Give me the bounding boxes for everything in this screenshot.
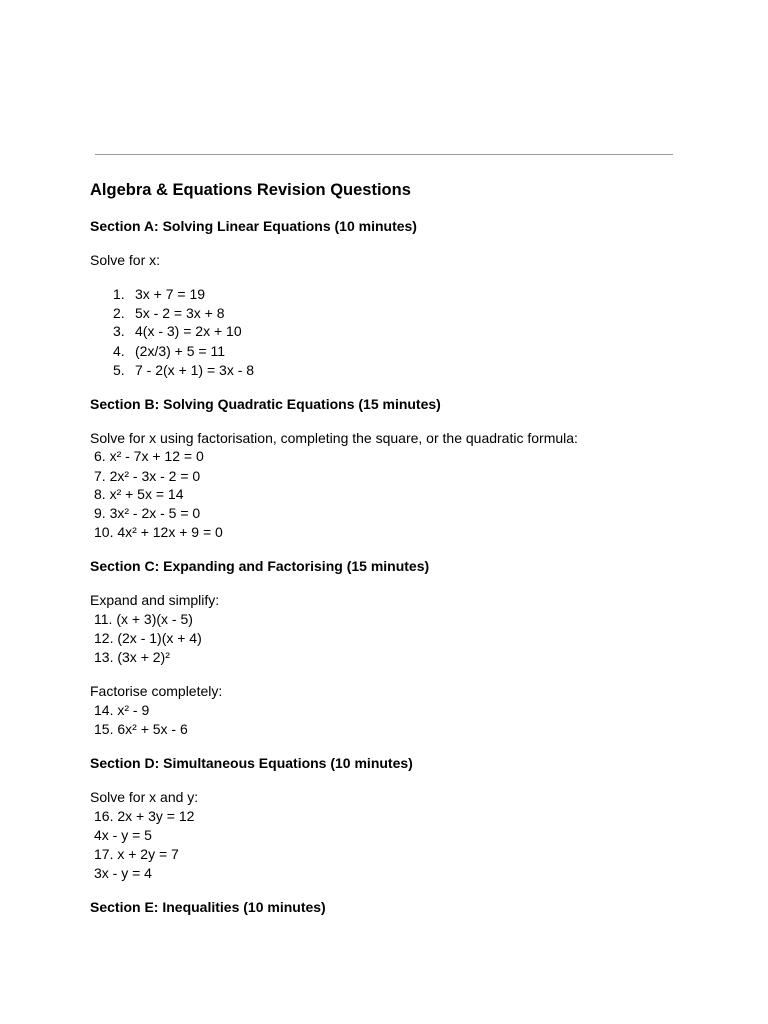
section-d-heading: Section D: Simultaneous Equations (10 minutes)	[90, 755, 413, 771]
section-b-intro: Solve for x using factorisation, completing the square, or the quadratic formula:	[90, 430, 578, 446]
question-line: 13. (3x + 2)²	[94, 649, 170, 665]
question-line: 9. 3x² - 2x - 5 = 0	[94, 505, 201, 521]
list-item-number: 5.	[113, 362, 125, 378]
question-line: 16. 2x + 3y = 12	[94, 808, 195, 824]
section-a-heading: Section A: Solving Linear Equations (10 minutes)	[90, 218, 417, 234]
section-c-heading: Section C: Expanding and Factorising (15 minutes)	[90, 558, 430, 574]
section-c-intro-factorise: Factorise completely:	[90, 683, 223, 699]
section-c-intro-expand: Expand and simplify:	[90, 592, 220, 608]
list-item-equation: (2x/3) + 5 = 11	[135, 343, 226, 359]
list-item-number: 2.	[113, 305, 125, 321]
section-d-intro: Solve for x and y:	[90, 789, 199, 805]
question-line: 4x - y = 5	[94, 827, 152, 843]
horizontal-divider	[95, 154, 673, 155]
question-line: 15. 6x² + 5x - 6	[94, 721, 188, 737]
section-e-heading: Section E: Inequalities (10 minutes)	[90, 899, 326, 915]
list-item-equation: 7 - 2(x + 1) = 3x - 8	[135, 362, 255, 378]
question-line: 11. (x + 3)(x - 5)	[94, 611, 193, 627]
page-title: Algebra & Equations Revision Questions	[90, 181, 411, 199]
list-item-number: 4.	[113, 343, 125, 359]
list-item-number: 3.	[113, 323, 125, 339]
question-line: 6. x² - 7x + 12 = 0	[94, 448, 204, 464]
question-line: 14. x² - 9	[94, 702, 150, 718]
section-b-heading: Section B: Solving Quadratic Equations (15 minutes)	[90, 396, 441, 412]
question-line: 8. x² + 5x = 14	[94, 486, 184, 502]
question-line: 7. 2x² - 3x - 2 = 0	[94, 468, 201, 484]
list-item-equation: 4(x - 3) = 2x + 10	[135, 323, 242, 339]
question-line: 17. x + 2y = 7	[94, 846, 179, 862]
question-line: 3x - y = 4	[94, 865, 152, 881]
list-item-equation: 5x - 2 = 3x + 8	[135, 305, 225, 321]
list-item-equation: 3x + 7 = 19	[135, 286, 206, 302]
section-a-intro: Solve for x:	[90, 252, 161, 268]
question-line: 10. 4x² + 12x + 9 = 0	[94, 524, 223, 540]
question-line: 12. (2x - 1)(x + 4)	[94, 630, 202, 646]
list-item-number: 1.	[113, 286, 125, 302]
